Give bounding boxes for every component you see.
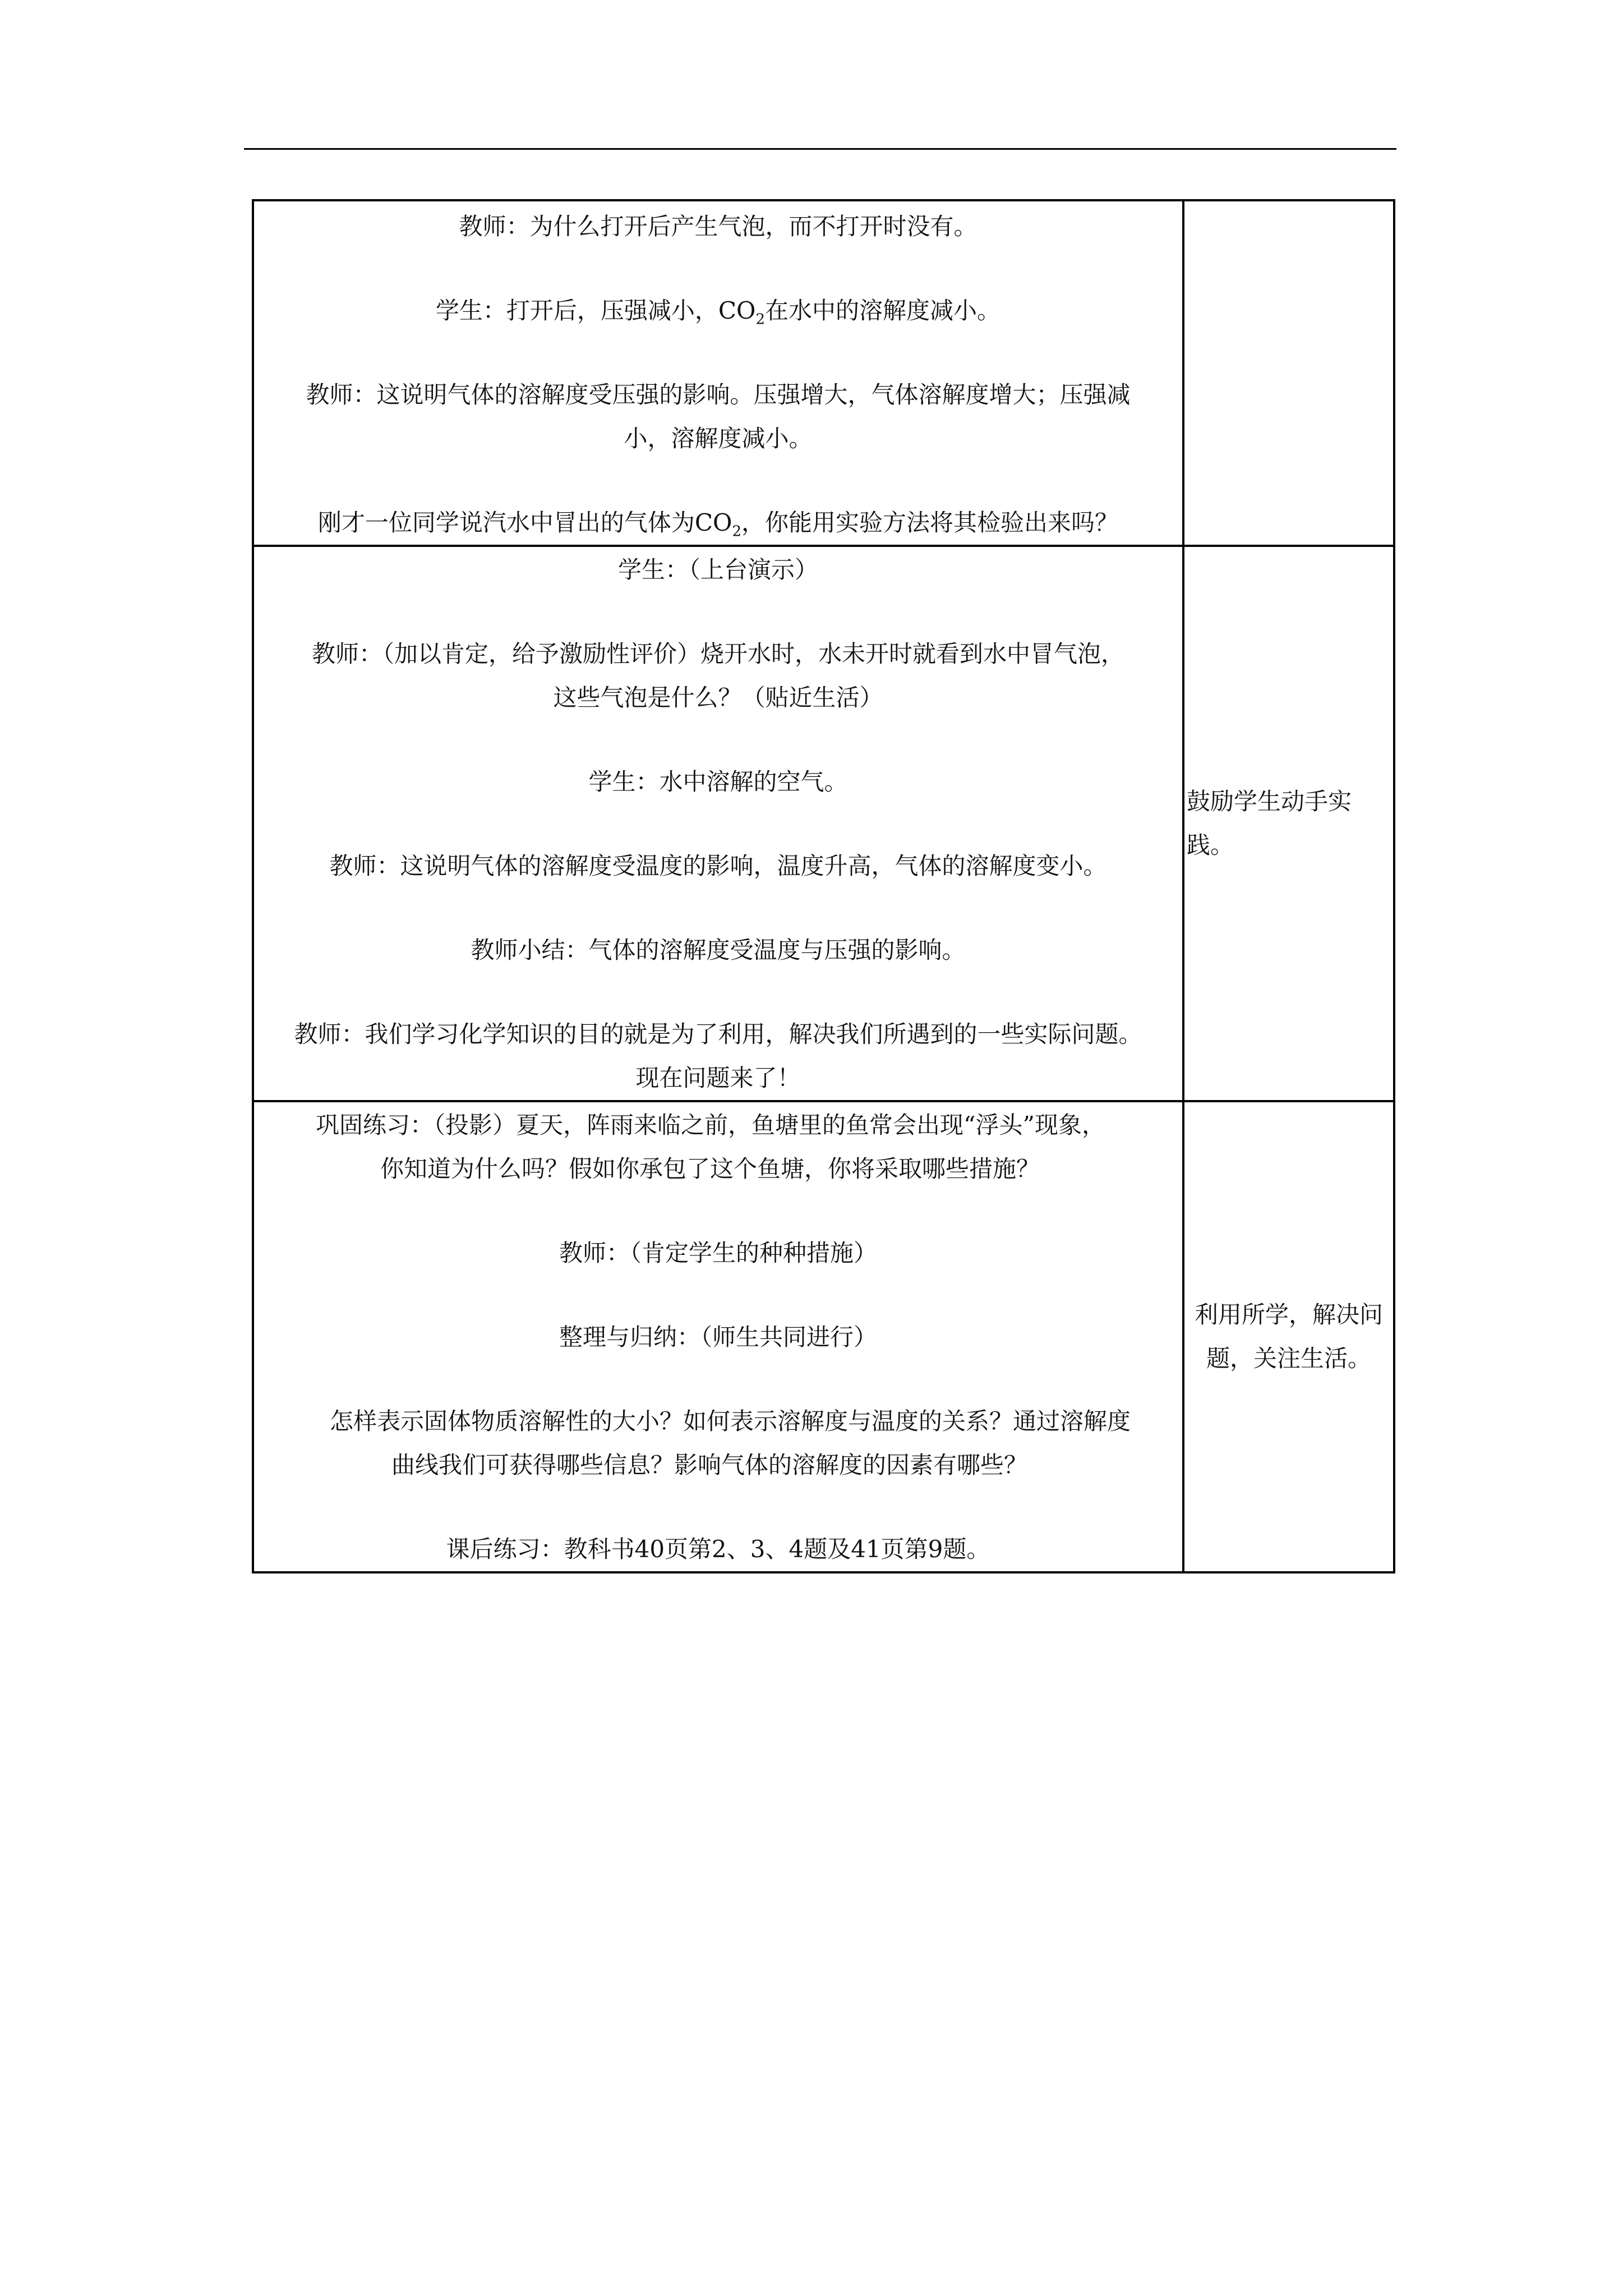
dialogue-line: 学生：打开后，压强减小，$CO_2$在水中的溶解度减小。 — [435, 297, 1001, 328]
activity-cell — [253, 1101, 1183, 1572]
dialogue-line: 这些气泡是什么？（贴近生活） — [553, 684, 883, 711]
dialogue-line: 课后练习：教科书40页第2、3、4题及41页第9题。 — [446, 1535, 990, 1563]
dialogue-line: 现在问题来了！ — [635, 1064, 801, 1092]
header-rule — [244, 148, 1396, 150]
dialogue-line: 教师：为什么打开后产生气泡，而不打开时没有。 — [459, 213, 978, 240]
activity-cell — [253, 200, 1183, 546]
dialogue-line: 教师：我们学习化学知识的目的就是为了利用，解决我们所遇到的一些实际问题。 — [294, 1020, 1142, 1048]
dialogue-line: 教师：（肯定学生的种种措施） — [559, 1239, 877, 1267]
dialogue-line: 学生：水中溶解的空气。 — [588, 768, 848, 795]
note-text: 利用所学，解决问 — [1194, 1301, 1383, 1328]
dialogue-line: 巩固练习：（投影）夏天，阵雨来临之前，鱼塘里的鱼常会出现“浮头”现象， — [316, 1111, 1105, 1139]
note-text: 鼓励学生动手实践。 — [1187, 788, 1352, 859]
note-cell — [1183, 1101, 1394, 1572]
dialogue-line: 刚才一位同学说汽水中冒出的气体为$CO_2$，你能用实验方法将其检验出来吗？ — [317, 509, 1119, 540]
dialogue-line: 小，溶解度减小。 — [624, 425, 813, 452]
dialogue-line: 你知道为什么吗？假如你承包了这个鱼塘，你将采取哪些措施？ — [380, 1155, 1040, 1182]
dialogue-line: 曲线我们可获得哪些信息？影响气体的溶解度的因素有哪些？ — [391, 1451, 1028, 1479]
note-cell — [1183, 200, 1394, 546]
dialogue-line: 学生：（上台演示） — [617, 556, 818, 583]
dialogue-line: 怎样表示固体物质溶解性的大小？如何表示溶解度与温度的关系？通过溶解度 — [330, 1407, 1131, 1435]
dialogue-line: 教师：这说明气体的溶解度受压强的影响。压强增大，气体溶解度增大；压强减 — [306, 381, 1131, 408]
activity-cell — [253, 546, 1183, 1101]
table-row — [253, 546, 1394, 1101]
note-text: 题，关注生活。 — [1206, 1345, 1371, 1372]
dialogue-line: 整理与归纳：（师生共同进行） — [559, 1323, 877, 1351]
lesson-table — [252, 199, 1395, 1573]
table-row — [253, 1101, 1394, 1572]
dialogue-line: 教师：（加以肯定，给予激励性评价）烧开水时，水未开时就看到水中冒气泡， — [311, 640, 1124, 668]
dialogue-line: 教师小结：气体的溶解度受温度与压强的影响。 — [471, 936, 966, 964]
table-row — [253, 200, 1394, 546]
note-cell — [1183, 546, 1394, 1101]
dialogue-line: 教师：这说明气体的溶解度受温度的影响，温度升高，气体的溶解度变小。 — [329, 852, 1107, 880]
